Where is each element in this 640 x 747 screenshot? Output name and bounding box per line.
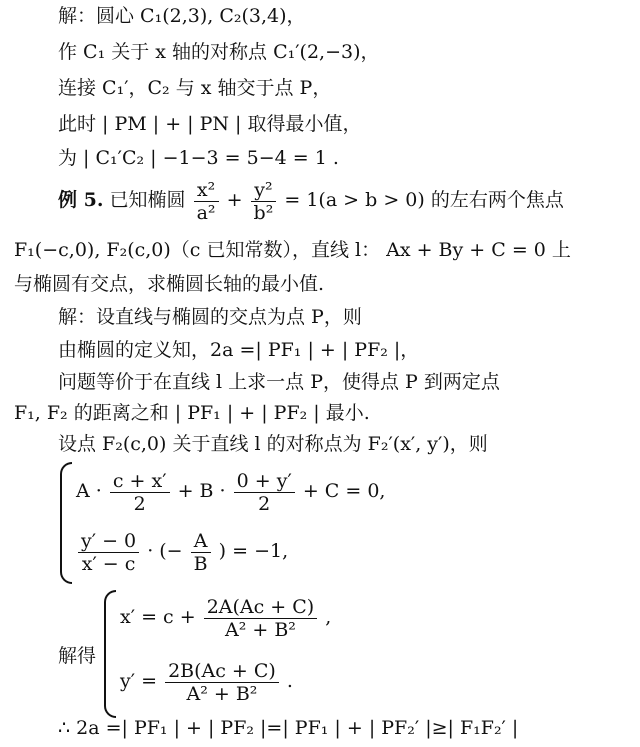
example-5-label: 例 5. — [58, 189, 104, 211]
solution-line-5: 为 | C₁′C₂ | −1−3 = 5−4 = 1 . — [58, 147, 339, 169]
system-equation-1: A · $\frac{c + x'}{2}$ + B · $\frac{0 + y'}{2}$ + C = 0, — [76, 469, 386, 515]
example-5-solution-3: 问题等价于在直线 l 上求一点 P，使得点 P 到两定点 — [58, 371, 500, 393]
fraction-2a-ac-c: $\frac{2A(Ac + C)}{\text{A² + B²}}$ — [204, 596, 318, 641]
example-5-solution-1: 解：设直线与椭圆的交点为点 P，则 — [58, 306, 362, 328]
solution-line-2: 作 C₁ 关于 x 轴的对称点 C₁′(2,−3)， — [58, 41, 380, 63]
example-5-statement — [58, 175, 564, 225]
final-inequality: ∴ 2a =| PF₁ | + | PF₂ |=| PF₁ | + | PF₂′ |≥| F₁F₂′ | — [58, 717, 519, 739]
fraction-y-over-x: $\frac{y' - 0}{x' - c}$ — [78, 530, 139, 575]
system-equation-2: $\frac{y' - 0}{x' - c}$ · (− $\frac{A}{B}$ ) = −1, — [76, 526, 288, 576]
example-5-text-b: = 1(a > b > 0) 的左右两个焦点 — [284, 189, 564, 211]
solution-y: y′ = $\frac{2B(Ac + C)}{\text{A² + B²}}$ . — [120, 659, 293, 705]
solution-line-3: 连接 C₁′，C₂ 与 x 轴交于点 P， — [58, 77, 332, 99]
example-5-line-3: 与椭圆有交点，求椭圆长轴的最小值. — [14, 273, 325, 295]
fraction-2b-ac-c: $\frac{2B(Ac + C)}{\text{A² + B²}}$ — [165, 660, 279, 705]
fraction-y2-b2: $\frac{\text{y²}}{\text{b²}}$ — [251, 179, 277, 224]
fraction-0-plus-y: $\frac{0 + y'}{2}$ — [234, 470, 295, 515]
example-5-solution-5: 设点 F₂(c,0) 关于直线 l 的对称点为 F₂′(x′, y′)，则 — [58, 433, 488, 455]
system-brace — [60, 462, 72, 584]
solution-brace — [104, 590, 116, 718]
solution-line-4: 此时 | PM | + | PN | 取得最小值， — [58, 113, 362, 135]
solution-line-1: 解：圆心 C₁(2,3), C₂(3,4)， — [58, 5, 306, 27]
solution-x: x′ = c + $\frac{2A(Ac + C)}{\text{A² + B²}}$ , — [120, 595, 332, 641]
example-5-line-2: F₁(−c,0), F₂(c,0)（c 已知常数），直线 l： Ax + By + C = 0 上 — [14, 239, 571, 261]
example-5-solution-4: F₁, F₂ 的距离之和 | PF₁ | + | PF₂ | 最小. — [14, 402, 370, 424]
fraction-x2-a2: $\frac{\text{x²}}{\text{a²}}$ — [194, 179, 219, 224]
fraction-c-plus-x: $\frac{c + x'}{2}$ — [110, 470, 170, 515]
example-5-text-a: 已知椭圆 — [109, 189, 186, 211]
solve-label: 解得 — [58, 645, 97, 667]
example-5-solution-2: 由椭圆的定义知，2a =| PF₁ | + | PF₂ |， — [58, 339, 420, 361]
plus-sign: + — [226, 189, 243, 211]
fraction-a-over-b: $\frac{A}{B}$ — [191, 530, 211, 575]
